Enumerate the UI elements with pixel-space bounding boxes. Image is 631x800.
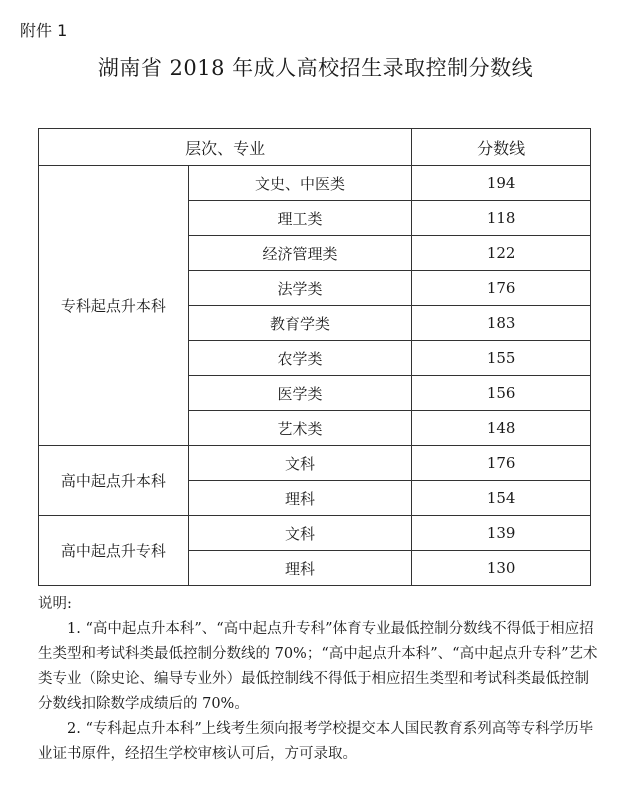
score-cell: 183 bbox=[412, 306, 591, 341]
level-cell: 高中起点升本科 bbox=[39, 446, 189, 516]
note-item-1: 1. “高中起点升本科”、“高中起点升专科”体育专业最低控制分数线不得低于相应招生类型和考试科类最低控制分数线的 70%；“高中起点升本科”、“高中起点升专科”艺术类专业（除史论、编导专业外）最低控制线不得低于相应招生类型和考试科类最低控制分数线扣除数学成绩后的 70%。 bbox=[38, 621, 598, 712]
score-cell: 154 bbox=[412, 481, 591, 516]
table-body bbox=[39, 166, 591, 586]
major-cell: 医学类 bbox=[188, 376, 412, 411]
major-cell: 艺术类 bbox=[188, 411, 412, 446]
score-cell: 130 bbox=[412, 551, 591, 586]
major-cell: 理工类 bbox=[188, 201, 412, 236]
level-cell: 专科起点升本科 bbox=[39, 166, 189, 446]
score-cell: 156 bbox=[412, 376, 591, 411]
major-cell: 理科 bbox=[188, 481, 412, 516]
header-score: 分数线 bbox=[412, 129, 591, 166]
notes-section bbox=[38, 592, 598, 767]
score-cell: 139 bbox=[412, 516, 591, 551]
document-title: 湖南省 2018 年成人高校招生录取控制分数线 bbox=[97, 56, 534, 80]
major-cell: 农学类 bbox=[188, 341, 412, 376]
major-cell: 文史、中医类 bbox=[188, 166, 412, 201]
score-cell: 176 bbox=[412, 271, 591, 306]
score-cell: 118 bbox=[412, 201, 591, 236]
major-cell: 教育学类 bbox=[188, 306, 412, 341]
major-cell: 文科 bbox=[188, 446, 412, 481]
level-cell: 高中起点升专科 bbox=[39, 516, 189, 586]
major-cell: 文科 bbox=[188, 516, 412, 551]
score-table bbox=[38, 128, 591, 586]
table-row bbox=[39, 166, 591, 201]
major-cell: 理科 bbox=[188, 551, 412, 586]
score-cell: 122 bbox=[412, 236, 591, 271]
note-item-2: 2. “专科起点升本科”上线考生须向报考学校提交本人国民教育系列高等专科学历毕业证书原件，经招生学校审核认可后，方可录取。 bbox=[38, 721, 594, 762]
score-cell: 176 bbox=[412, 446, 591, 481]
table-row bbox=[39, 516, 591, 551]
notes-heading: 说明: bbox=[38, 596, 72, 612]
attachment-label: 附件 1 bbox=[20, 21, 68, 40]
score-cell: 155 bbox=[412, 341, 591, 376]
score-cell: 148 bbox=[412, 411, 591, 446]
major-cell: 经济管理类 bbox=[188, 236, 412, 271]
table-header-row bbox=[39, 129, 591, 166]
table-row bbox=[39, 446, 591, 481]
header-level-major: 层次、专业 bbox=[39, 129, 412, 166]
major-cell: 法学类 bbox=[188, 271, 412, 306]
score-cell: 194 bbox=[412, 166, 591, 201]
